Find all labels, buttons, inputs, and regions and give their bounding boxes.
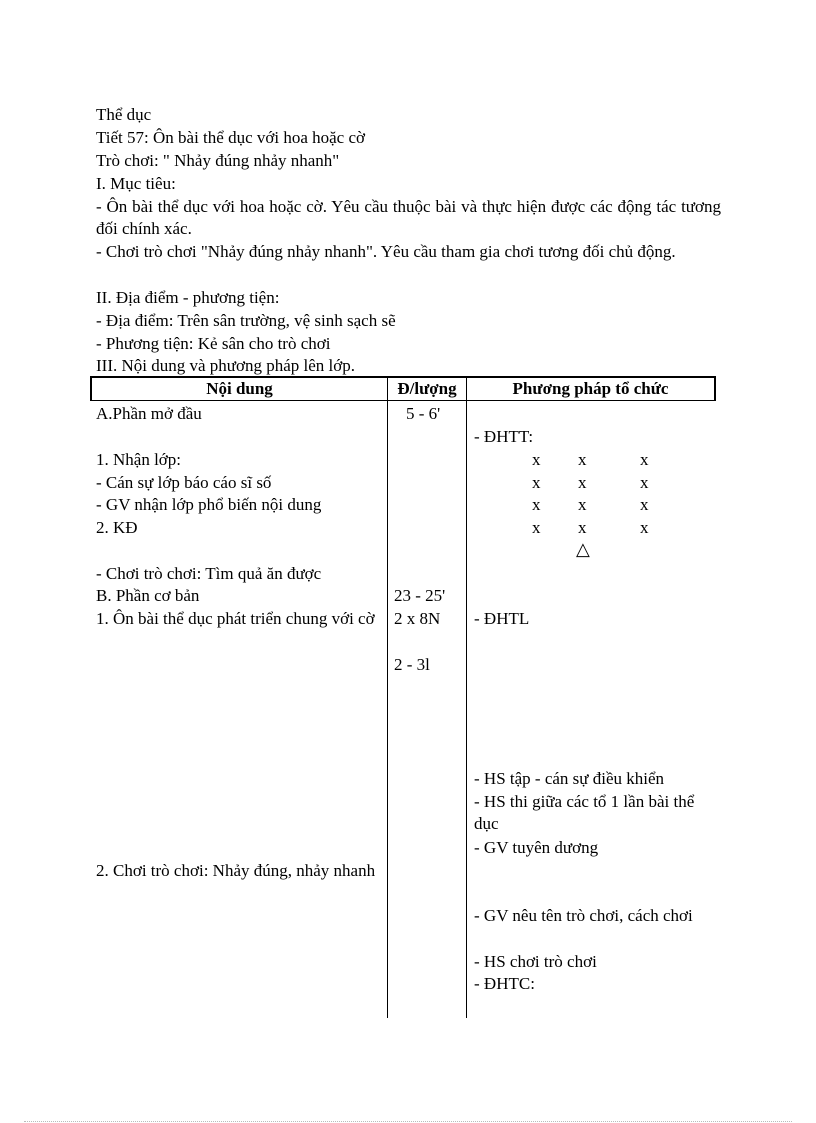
method-m4: - GV nêu tên trò chơi, cách chơi bbox=[474, 906, 693, 925]
content-a1-1: - Cán sự lớp báo cáo sĩ số bbox=[96, 473, 272, 492]
content-b2: 2. Chơi trò chơi: Nhảy đúng, nhảy nhanh bbox=[96, 861, 376, 880]
formation-mark: x bbox=[640, 518, 649, 537]
column-divider-2 bbox=[466, 376, 467, 1018]
formation-mark: x bbox=[578, 450, 587, 469]
objective-item-1: - Ôn bài thể dục với hoa hoặc cờ. Yêu cầu thuộc bài và thực hiện được các động tác tương đối chính xác. bbox=[96, 197, 721, 238]
objectives-heading: I. Mục tiêu: bbox=[96, 174, 176, 193]
teacher-triangle-icon: △ bbox=[576, 539, 590, 559]
objective-item-2: - Chơi trò chơi "Nhảy đúng nhảy nhanh". Yêu cầu tham gia chơi tương đối chủ động. bbox=[96, 242, 676, 261]
formation-mark: x bbox=[578, 473, 587, 492]
method-m5: - HS chơi trò chơi bbox=[474, 952, 597, 971]
formation-mark: x bbox=[640, 495, 649, 514]
amount-b1-reps: 2 x 8N bbox=[394, 609, 441, 628]
formation-game: - ĐHTC: bbox=[474, 974, 535, 993]
table-right-border bbox=[714, 376, 716, 401]
formation-practice: - ĐHTL bbox=[474, 609, 530, 628]
formation-mark: x bbox=[640, 450, 649, 469]
formation-mark: x bbox=[532, 518, 541, 537]
formation-mark: x bbox=[578, 495, 587, 514]
content-heading: III. Nội dung và phương pháp lên lớp. bbox=[96, 356, 356, 375]
amount-b: 23 - 25' bbox=[394, 586, 446, 605]
header-amount: Đ/lượng bbox=[397, 379, 457, 398]
formation-mark: x bbox=[532, 450, 541, 469]
amount-b1-times: 2 - 3l bbox=[394, 655, 430, 674]
column-divider-1 bbox=[387, 376, 388, 1018]
page-bottom-divider bbox=[24, 1121, 792, 1122]
game-title: Trò chơi: " Nhảy đúng nhảy nhanh" bbox=[96, 151, 340, 170]
header-method: Phương pháp tổ chức bbox=[512, 379, 669, 398]
formation-start: - ĐHTT: bbox=[474, 427, 534, 446]
content-b1: 1. Ôn bài thể dục phát triển chung với cờ bbox=[96, 609, 375, 628]
content-a2: 2. KĐ bbox=[96, 518, 138, 537]
content-a1: 1. Nhận lớp: bbox=[96, 450, 182, 469]
part-a-title: A.Phần mở đầu bbox=[96, 404, 202, 423]
location-equipment: - Phương tiện: Kẻ sân cho trò chơi bbox=[96, 334, 331, 353]
part-b-title: B. Phần cơ bản bbox=[96, 586, 200, 605]
header-content: Nội dung bbox=[206, 379, 273, 398]
table-header-border bbox=[90, 400, 715, 401]
formation-mark: x bbox=[578, 518, 587, 537]
content-a1-2: - GV nhận lớp phổ biến nội dung bbox=[96, 495, 322, 514]
subject-title: Thể dục bbox=[96, 105, 152, 124]
formation-mark: x bbox=[532, 495, 541, 514]
method-m2: - HS thi giữa các tổ 1 lần bài thể dục bbox=[474, 792, 695, 833]
lesson-title: Tiết 57: Ôn bài thể dục với hoa hoặc cờ bbox=[96, 128, 365, 147]
formation-mark: x bbox=[640, 473, 649, 492]
content-a3: - Chơi trò chơi: Tìm quả ăn được bbox=[96, 564, 322, 583]
location-heading: II. Địa điểm - phương tiện: bbox=[96, 288, 280, 307]
method-m1: - HS tập - cán sự điều khiển bbox=[474, 769, 665, 788]
method-m3: - GV tuyên dương bbox=[474, 838, 599, 857]
location-place: - Địa điểm: Trên sân trường, vệ sinh sạch sẽ bbox=[96, 311, 396, 330]
amount-a: 5 - 6' bbox=[406, 404, 441, 423]
formation-mark: x bbox=[532, 473, 541, 492]
